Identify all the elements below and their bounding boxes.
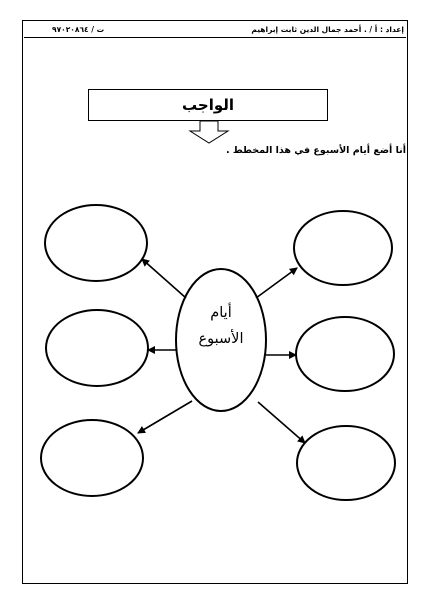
blank-oval-bottom-left[interactable]: [41, 420, 143, 496]
arrow-bottom-left: [138, 401, 192, 433]
blank-oval-top-left[interactable]: [45, 205, 147, 281]
arrow-top-right: [256, 268, 297, 298]
blank-oval-middle-right[interactable]: [296, 317, 394, 391]
blank-oval-bottom-right[interactable]: [297, 426, 395, 500]
phone-number: ت / ٩٧٠٢٠٨٦٤: [52, 25, 105, 34]
arrow-bottom-right: [258, 402, 305, 443]
center-label-line-1: أيام: [210, 305, 232, 321]
center-oval-label: [176, 300, 266, 352]
down-arrow-icon: [190, 121, 228, 143]
blank-oval-middle-left[interactable]: [46, 310, 148, 386]
center-label-line-2: الأسبوع: [198, 331, 244, 347]
blank-oval-top-right[interactable]: [294, 211, 392, 285]
author-credit: إعداد : أ / . أحمد جمال الدين ثابت إبراهيم: [251, 25, 404, 34]
instruction-text: أنا أضع أيام الأسبوع في هذا المخطط .: [225, 145, 406, 156]
homework-title: الواجب: [182, 96, 235, 114]
arrow-top-left: [142, 259, 186, 298]
